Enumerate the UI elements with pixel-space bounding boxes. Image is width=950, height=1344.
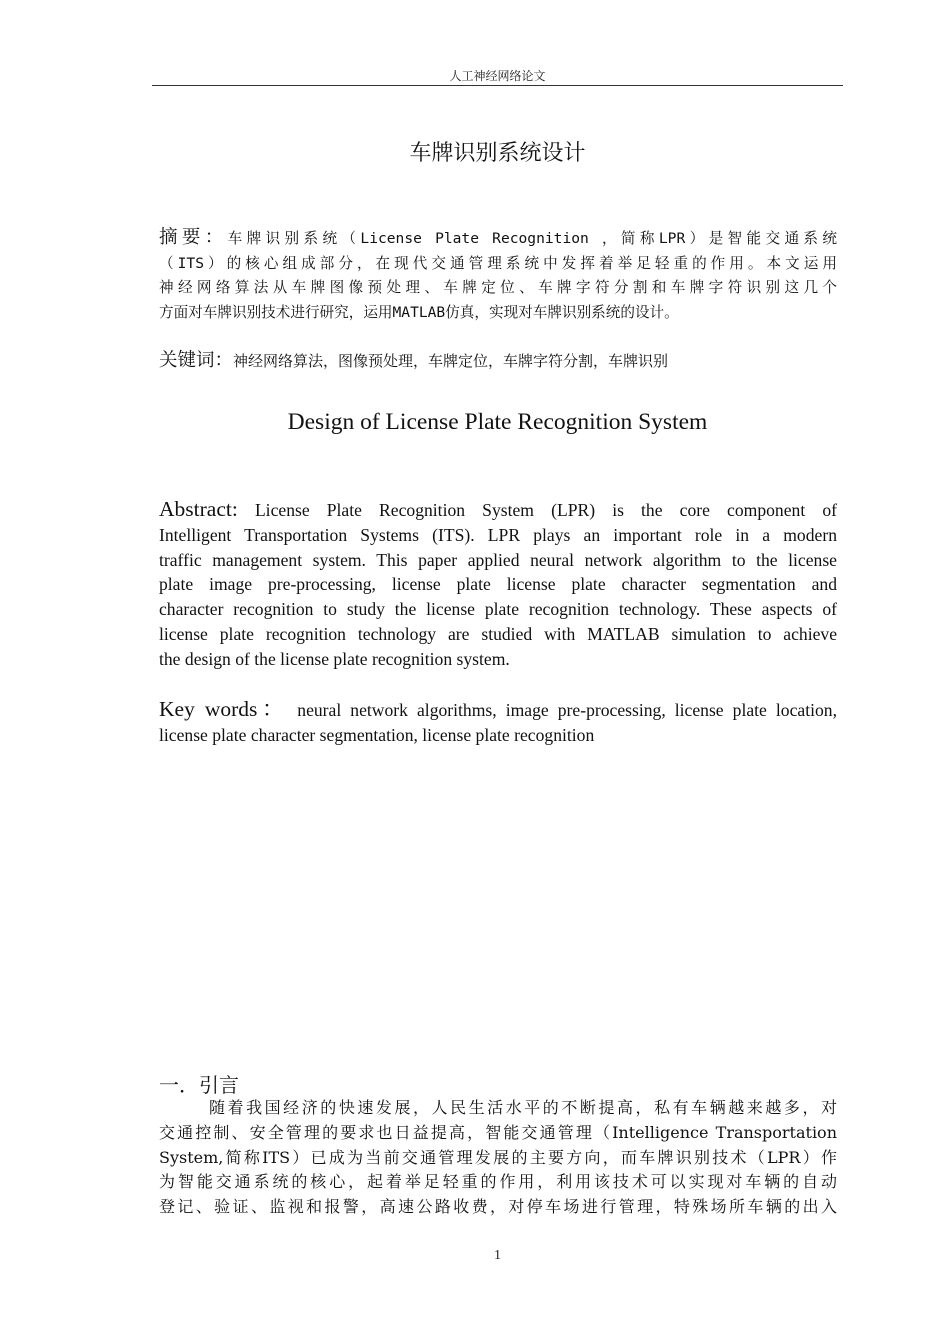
- english-abstract-line: the design of the license plate recognition system.: [159, 648, 510, 669]
- english-abstract: [159, 497, 837, 672]
- chinese-keywords-label: 关键词：: [159, 350, 234, 371]
- body-line: 随着我国经济的快速发展，人民生活水平的不断提高，私有车辆越来越多，对: [209, 1098, 837, 1117]
- chinese-abstract-line: 方面对车牌识别技术进行研究，运用MATLAB仿真，实现对车牌识别系统的设计。: [159, 303, 679, 321]
- english-keywords-line: license plate character segmentation, license plate recognition: [159, 724, 595, 745]
- english-abstract-line: plate image pre-processing, license plate license plate character segmentation and: [159, 574, 837, 595]
- english-abstract-line: traffic management system. This paper applied neural network algorithm to the license: [159, 549, 837, 570]
- english-title: Design of License Plate Recognition System: [287, 409, 708, 435]
- header-rule: [152, 85, 843, 86]
- chinese-abstract-line: 摘要：车牌识别系统（License Plate Recognition ，简称LPR）是智能交通系统: [159, 227, 837, 248]
- english-abstract-line: Intelligent Transportation Systems (ITS). LPR plays an important role in a modern: [159, 524, 837, 545]
- chinese-keywords-text: 神经网络算法，图像预处理，车牌定位，车牌字符分割，车牌识别: [233, 352, 669, 370]
- chinese-abstract-label: 摘要：: [159, 227, 228, 248]
- body-line: 交通控制、安全管理的要求也日益提高，智能交通管理（Intelligence Transportation: [159, 1122, 837, 1142]
- english-keywords-label: Key words：: [159, 697, 289, 721]
- chinese-keywords: [159, 349, 837, 374]
- section-heading: 一．引言: [159, 1073, 239, 1097]
- english-keywords: [159, 697, 837, 748]
- english-abstract-line: license plate recognition technology are studied with MATLAB simulation to achieve: [159, 623, 837, 644]
- chinese-abstract-line: （ITS）的核心组成部分，在现代交通管理系统中发挥着举足轻重的作用。本文运用: [159, 254, 837, 272]
- body-line: 登记、验证、监视和报警，高速公路收费，对停车场进行管理，特殊场所车辆的出入: [159, 1197, 837, 1217]
- body-line: 为智能交通系统的核心，起着举足轻重的作用，利用该技术可以实现对车辆的自动: [159, 1172, 837, 1192]
- page-number: 1: [494, 1248, 501, 1263]
- body-line: System,简称ITS）已成为当前交通管理发展的主要方向，而车牌识别技术（LPR）作: [159, 1147, 837, 1167]
- running-header: 人工神经网络论文: [449, 69, 546, 83]
- chinese-abstract: [159, 226, 837, 325]
- section-body: [159, 1096, 837, 1220]
- chinese-abstract-line: 神经网络算法从车牌图像预处理、车牌定位、车牌字符分割和车牌字符识别这几个: [159, 279, 837, 297]
- chinese-title: 车牌识别系统设计: [409, 141, 586, 166]
- english-keywords-line: Key words： neural network algorithms, image pre-processing, license plate location,: [159, 697, 837, 721]
- english-abstract-line: Abstract: License Plate Recognition System (LPR) is the core component of: [159, 497, 837, 521]
- english-abstract-label: Abstract:: [159, 497, 238, 521]
- english-abstract-line: character recognition to study the license plate recognition technology. These aspects of: [159, 599, 837, 620]
